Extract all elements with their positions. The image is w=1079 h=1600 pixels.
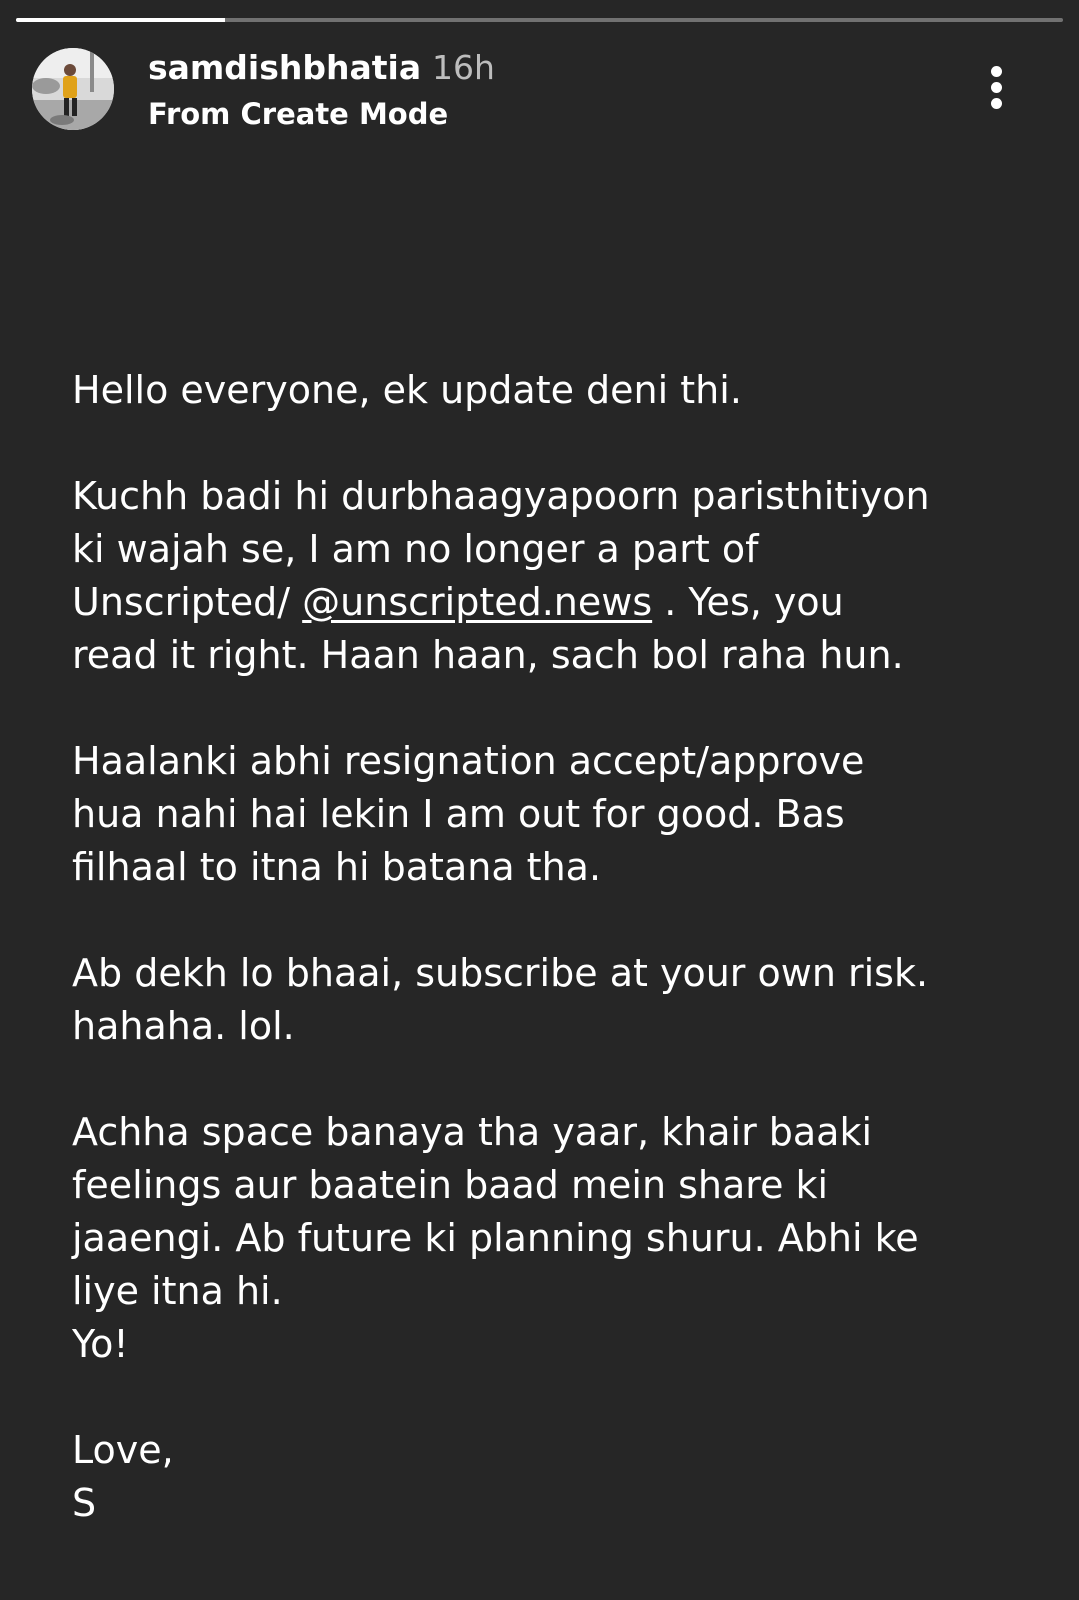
paragraph	[72, 735, 1032, 894]
text-line: ki wajah se, I am no longer a part of	[72, 527, 759, 571]
text-line: read it right. Haan haan, sach bol raha hun.	[72, 633, 904, 677]
text-line: hahaha. lol.	[72, 1004, 295, 1048]
vertical-ellipsis-icon	[991, 98, 1002, 109]
text-line: S	[72, 1481, 97, 1525]
text-line: feelings aur baatein baad mein share ki	[72, 1163, 829, 1207]
paragraph	[72, 1424, 1032, 1530]
text-line: Kuchh badi hi durbhaagyapoorn paristhitiyon	[72, 474, 930, 518]
text-fragment: . Yes, you	[652, 580, 844, 624]
text-line: Love,	[72, 1428, 174, 1472]
text-line: Hello everyone, ek update deni thi.	[72, 368, 742, 412]
paragraph	[72, 364, 1032, 417]
paragraph	[72, 947, 1032, 1053]
paragraph	[72, 1106, 1032, 1371]
story-source-label: From Create Mode	[148, 97, 449, 131]
vertical-ellipsis-icon	[991, 66, 1002, 77]
post-time: 16h	[432, 48, 495, 87]
text-line: Ab dekh lo bhaai, subscribe at your own risk.	[72, 951, 929, 995]
text-line	[72, 576, 1032, 629]
paragraph	[72, 470, 1032, 682]
story-progress-bar	[16, 18, 1063, 22]
text-line: Haalanki abhi resignation accept/approve	[72, 739, 865, 783]
text-line: jaaengi. Ab future ki planning shuru. Abhi ke	[72, 1216, 919, 1260]
text-line: Yo!	[72, 1322, 129, 1366]
text-line: liye itna hi.	[72, 1269, 283, 1313]
username-link[interactable]: samdishbhatia	[148, 48, 422, 87]
more-options-button[interactable]	[972, 58, 1022, 118]
text-line: filhaal to itna hi batana tha.	[72, 845, 602, 889]
story-header	[32, 48, 1032, 132]
text-line: Achha space banaya tha yaar, khair baaki	[72, 1110, 873, 1154]
mention-link[interactable]: @unscripted.news	[302, 580, 653, 624]
vertical-ellipsis-icon	[991, 82, 1002, 93]
text-fragment: Unscripted/	[72, 580, 303, 624]
story-text-body	[72, 364, 1032, 1530]
avatar-photo-icon	[32, 48, 114, 130]
story-progress-fill	[16, 18, 225, 22]
text-line: hua nahi hai lekin I am out for good. Bas	[72, 792, 845, 836]
profile-avatar[interactable]	[32, 48, 114, 130]
